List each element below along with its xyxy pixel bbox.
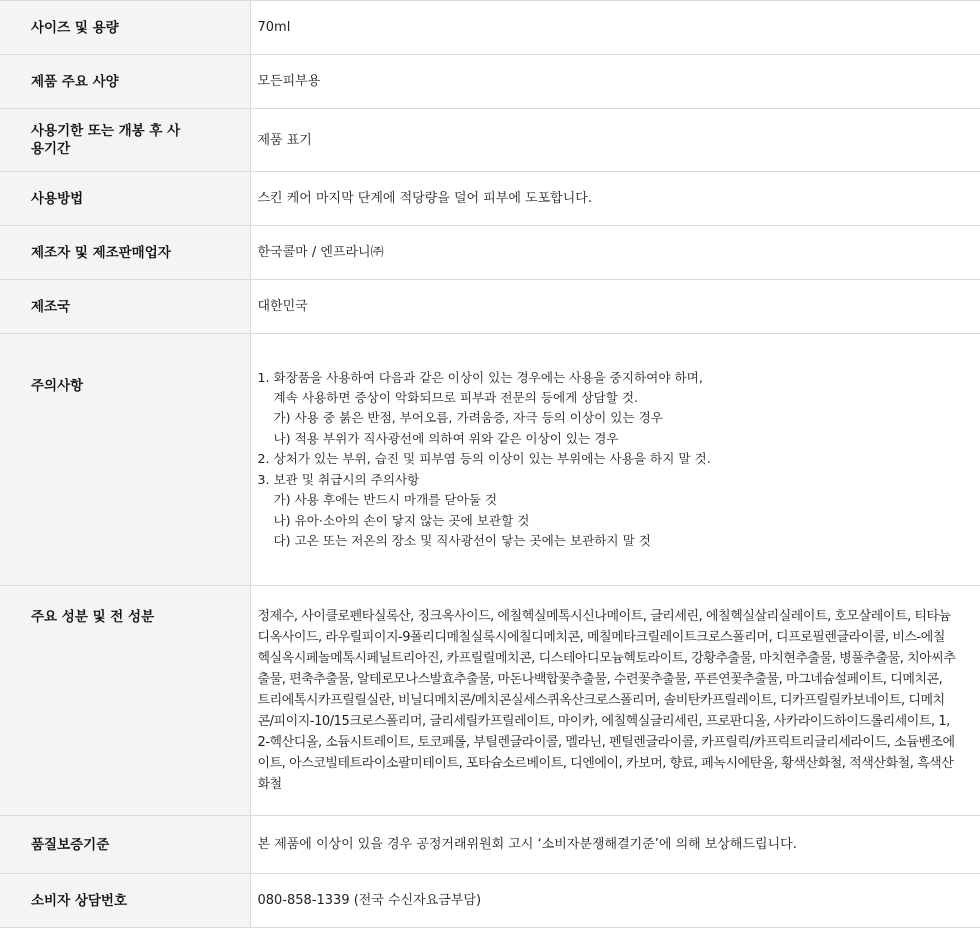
row-label-size: 사이즈 및 용량: [0, 1, 250, 55]
caution-line: 2. 상처가 있는 부위, 습진 및 피부염 등의 이상이 있는 부위에는 사용을 하지 말 것.: [257, 451, 711, 467]
row-value-ingredients: 정제수, 사이클로펜타실록산, 징크옥사이드, 에칠헥실메톡시신나메이트, 글리세린, 에칠헥실살리실레이트, 호모살레이트, 티타늄디옥사이드, 라우릴피이지-9폴리디메칠실록시에칠디메치콘, 메칠메타크릴레이트크로스폴리머, 디프로필렌글라이콜, 비스-에칠헥실옥시페놀메톡시페닐트리아진, 카프릴릴메치콘, 디스테아디모늄헥토라이트, 강황추출물, 마치현추출물, 병풀추출물, 치아씨추출물, 편축추출물, 알테로모나스발효추출물, 마돈나백합꽃추출물, 수련꽃추출물, 푸른연꽃추출물, 마그네슘설페이트, 디메치콘, 트리에톡시카프릴릴실란, 비닐디메치콘/메치콘실세스퀴옥산크로스폴리머, 솔비탄카프릴레이트, 디카프릴릴카보네이트, 디메치콘/피이지-10/15크로스폴리머, 글리세릴카프릴레이트, 마이카, 에칠헥실글리세린, 프로판디올, 사카라이드하이드롤리세이트, 1,2-헥산디올, 소듐시트레이트, 토코페롤, 부틸렌글라이콜, 멜라닌, 펜틸렌글라이콜, 카프릴릭/카프릭트리글리세라이드, 소듐벤조에이트, 아스코빌테트라이소팔미테이트, 포타슘소르베이트, 디엔에이, 카보머, 향료, 페녹시에탄올, 황색산화철, 적색산화철, 흑색산화철: [250, 586, 980, 816]
table-row: [0, 55, 980, 109]
row-label-caution: 주의사항: [0, 334, 250, 586]
caution-line: 계속 사용하면 증상이 악화되므로 피부과 전문의 등에게 상담할 것.: [257, 390, 639, 406]
row-value-warranty: 본 제품에 이상이 있을 경우 공정거래위원회 고시 ‘소비자분쟁해결기준’에 의해 보상해드립니다.: [250, 816, 980, 874]
row-value-expiry: 제품 표기: [250, 109, 980, 172]
table-row: [0, 586, 980, 816]
row-value-usage: 스킨 케어 마지막 단계에 적당량을 덜어 피부에 도포합니다.: [250, 172, 980, 226]
table-row: [0, 109, 980, 172]
table-row: [0, 1, 980, 55]
row-value-contact: 080-858-1339 (전국 수신자요금부담): [250, 874, 980, 928]
table-row: [0, 280, 980, 334]
caution-line: 1. 화장품을 사용하여 다음과 같은 이상이 있는 경우에는 사용을 중지하여야 하며,: [257, 369, 703, 385]
caution-line: 다) 고온 또는 저온의 장소 및 직사광선이 닿는 곳에는 보관하지 말 것: [257, 532, 651, 548]
row-label-usage: 사용방법: [0, 172, 250, 226]
row-label-manufacturer: 제조자 및 제조판매업자: [0, 226, 250, 280]
row-value-caution: [250, 334, 980, 586]
row-label-expiry: [0, 109, 250, 172]
table-row: [0, 816, 980, 874]
row-label-contact: 소비자 상담번호: [0, 874, 250, 928]
table-row: [0, 874, 980, 928]
row-label-warranty: 품질보증기준: [0, 816, 250, 874]
table-row: [0, 226, 980, 280]
caution-line: 가) 사용 중 붉은 반점, 부어오름, 가려움증, 자극 등의 이상이 있는 경우: [257, 410, 663, 426]
row-label-expiry-text: 사용기한 또는 개봉 후 사용기간: [31, 123, 181, 157]
row-value-size: 70ml: [250, 1, 980, 55]
caution-line: 가) 사용 후에는 반드시 마개를 닫아둘 것: [257, 492, 498, 508]
row-label-country: 제조국: [0, 280, 250, 334]
caution-line: 나) 적용 부위가 직사광선에 의하여 위와 같은 이상이 있는 경우: [257, 430, 619, 446]
row-label-ingredients: 주요 성분 및 전 성분: [0, 586, 250, 816]
row-value-manufacturer: 한국콜마 / 엔프라니㈜: [250, 226, 980, 280]
caution-line: 나) 유아·소아의 손이 닿지 않는 곳에 보관할 것: [257, 512, 530, 528]
table-row: [0, 172, 980, 226]
row-label-spec: 제품 주요 사양: [0, 55, 250, 109]
row-value-spec: 모든피부용: [250, 55, 980, 109]
table-row: [0, 334, 980, 586]
row-value-country: 대한민국: [250, 280, 980, 334]
caution-line: 3. 보관 및 취급시의 주의사항: [257, 471, 420, 487]
